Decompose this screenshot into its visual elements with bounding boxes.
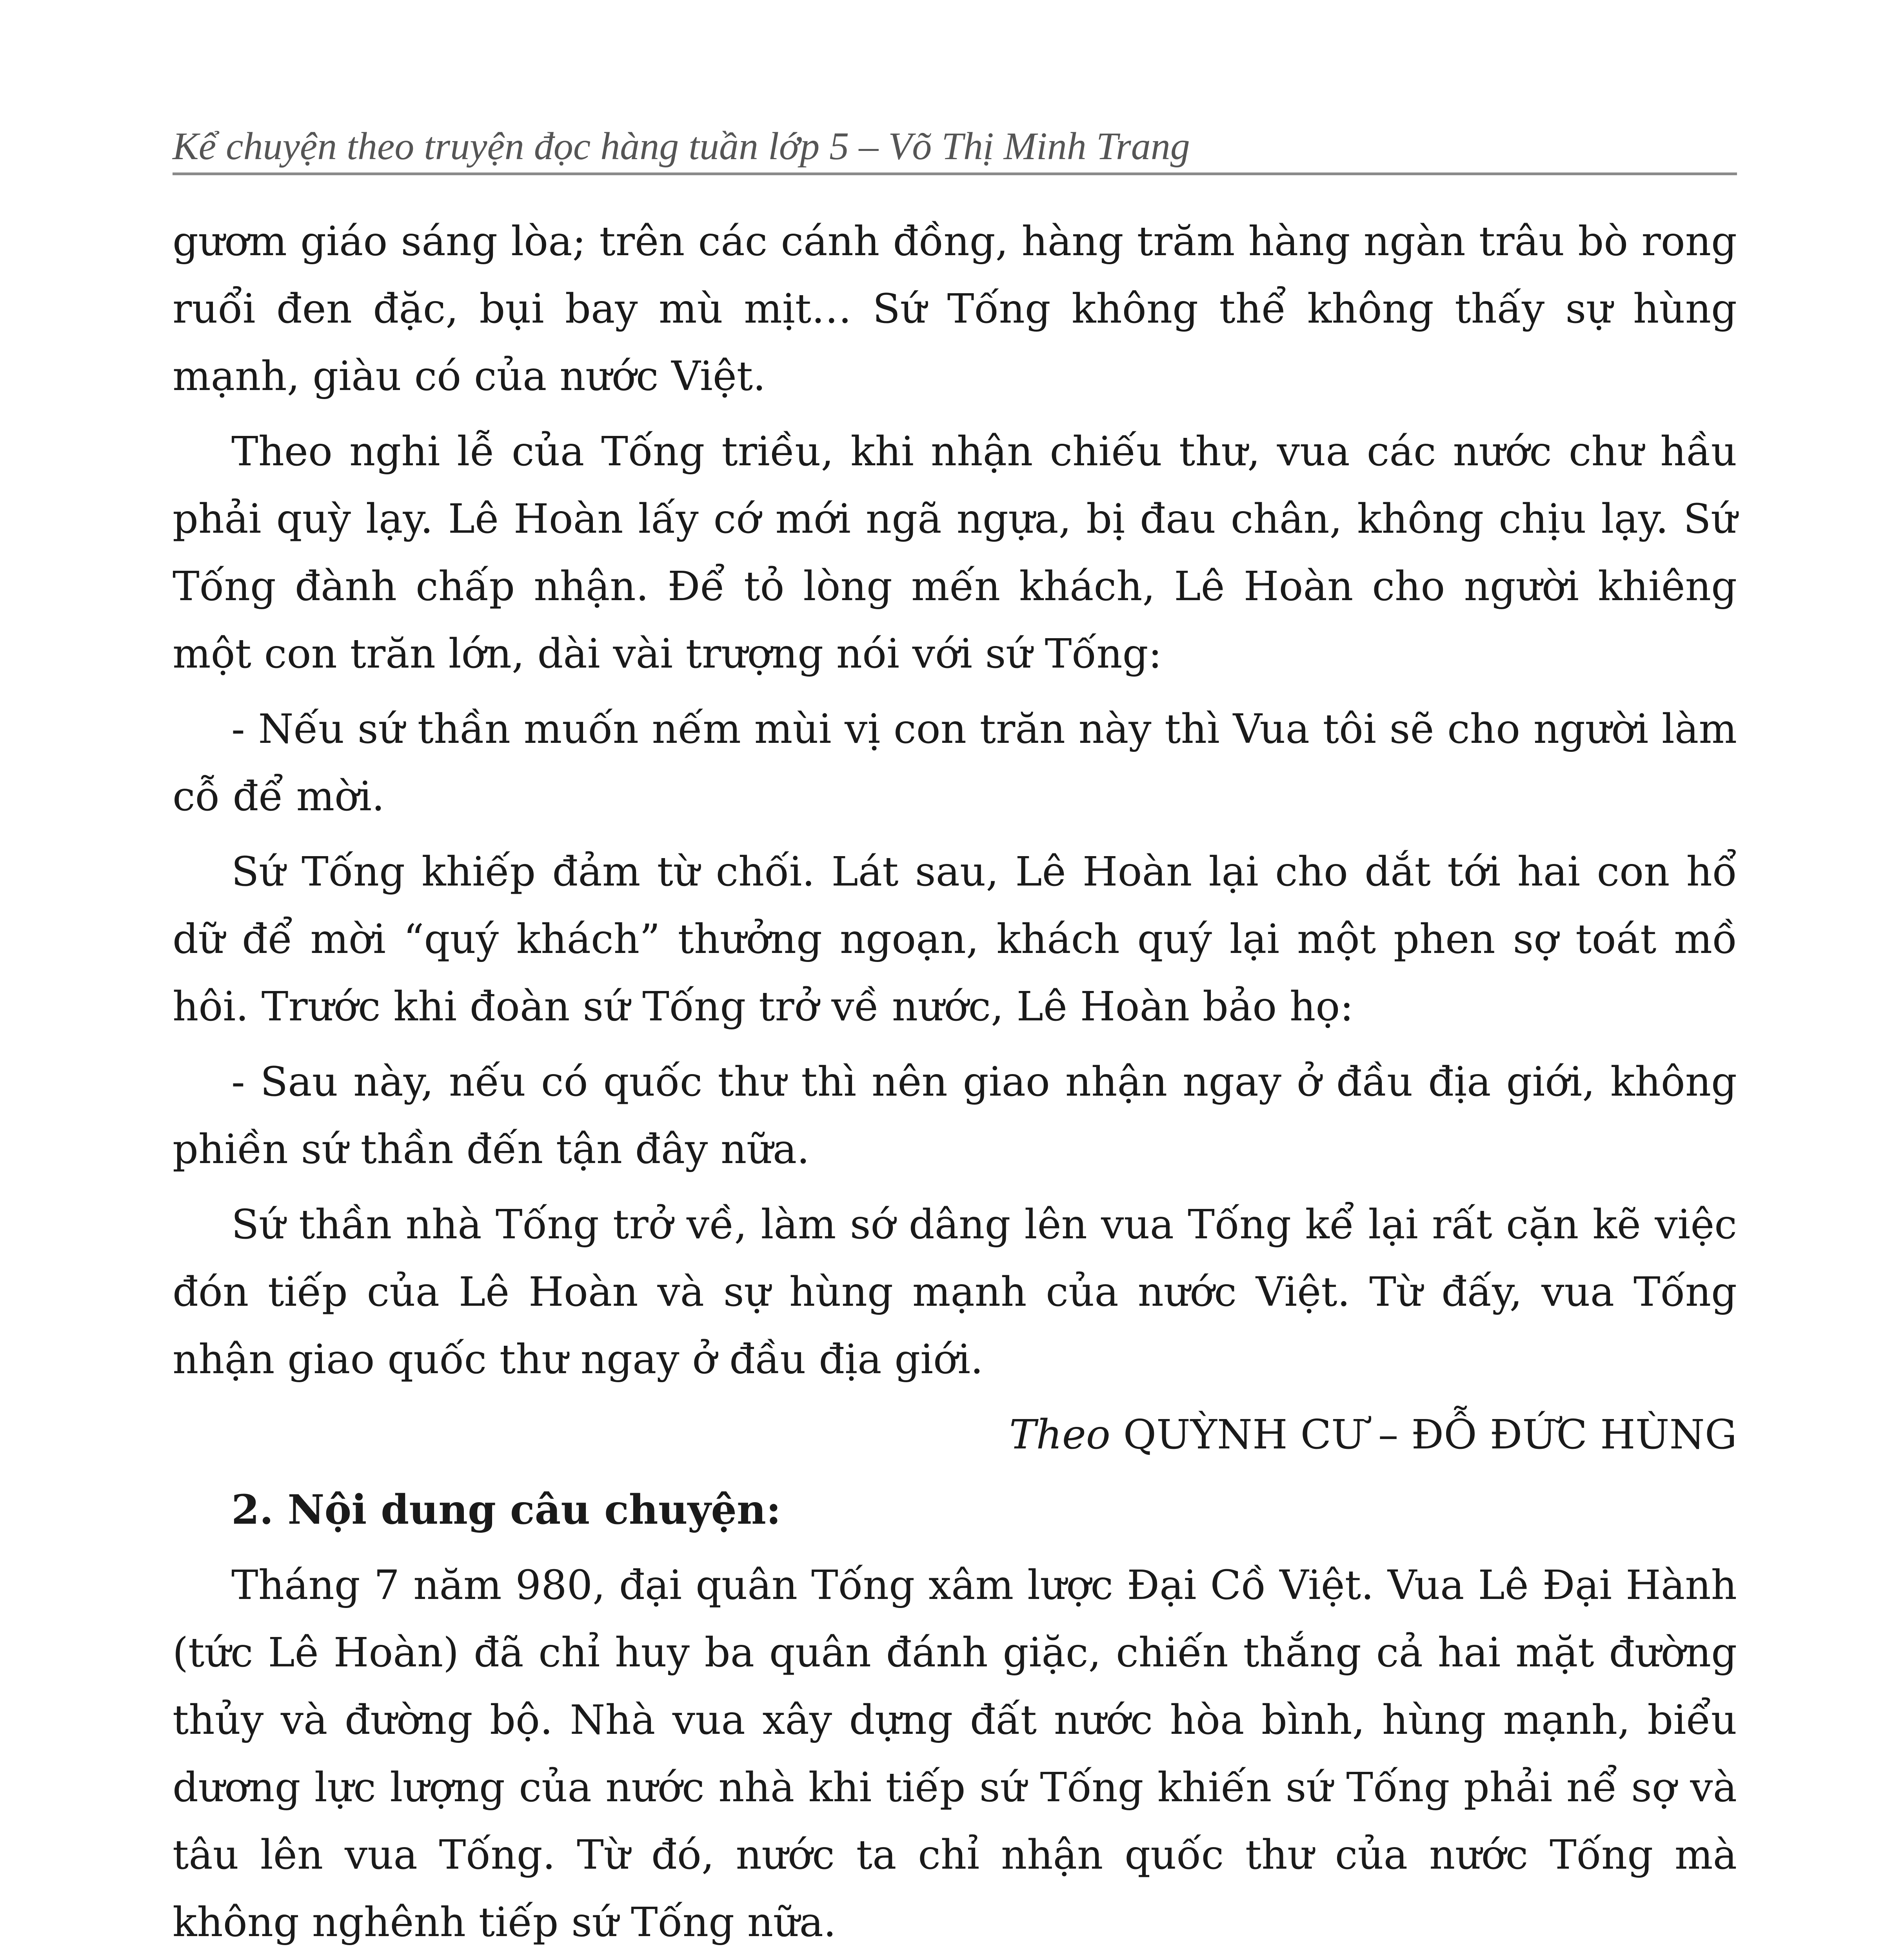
story-paragraph-6: Sứ thần nhà Tống trở về, làm sớ dâng lên vua Tống kể lại rất cặn kẽ việc đón tiếp của Lê Hoàn và sự hùng mạnh của nước Việt. Từ đấy, vua Tống nhận giao quốc thư ngay ở đầu địa giới. xyxy=(173,1201,1737,1383)
story-paragraph-3: - Nếu sứ thần muốn nếm mùi vị con trăn này thì Vua tôi sẽ cho người làm cỗ để mời. xyxy=(173,706,1737,820)
section-2-heading: 2. Nội dung câu chuyện: xyxy=(231,1486,781,1534)
story-paragraph-1: gươm giáo sáng lòa; trên các cánh đồng, hàng trăm hàng ngàn trâu bò rong ruổi đen đặc, bụi bay mù mịt… Sứ Tống không thể không thấy sự hùng mạnh, giàu có của nước Việt. xyxy=(173,218,1737,400)
story-paragraph-5: - Sau này, nếu có quốc thư thì nên giao nhận ngay ở đầu địa giới, không phiền sứ thần đến tận đây nữa. xyxy=(173,1058,1737,1173)
section-2-text: Tháng 7 năm 980, đại quân Tống xâm lược Đại Cồ Việt. Vua Lê Đại Hành (tức Lê Hoàn) đã chỉ huy ba quân đánh giặc, chiến thắng cả hai mặt đường thủy và đường bộ. Nhà vua xây dựng đất nước hòa bình, hùng mạnh, biểu dương lực lượng của nước nhà khi tiếp sứ Tống khiến sứ Tống phải nể sợ và tâu lên vua Tống. Từ đó, nước ta chỉ nhận quốc thư của nước Tống mà không nghênh tiếp sứ Tống nữa. xyxy=(173,1562,1737,1946)
attribution-author: QUỲNH CƯ – ĐỖ ĐỨC HÙNG xyxy=(1123,1411,1737,1458)
story-attribution xyxy=(173,1401,1737,1468)
attribution-prefix: Theo xyxy=(1009,1411,1110,1458)
page-header xyxy=(173,114,1737,175)
page-content xyxy=(173,208,1737,1960)
story-paragraph-2: Theo nghi lễ của Tống triều, khi nhận chiếu thư, vua các nước chư hầu phải quỳ lạy. Lê Hoàn lấy cớ mới ngã ngựa, bị đau chân, không chịu lạy. Sứ Tống đành chấp nhận. Để tỏ lòng mến khách, Lê Hoàn cho người khiêng một con trăn lớn, dài vài trượng nói với sứ Tống: xyxy=(173,428,1737,677)
header-title: Kể chuyện theo truyện đọc hàng tuần lớp 5 – Võ Thị Minh Trang xyxy=(173,124,1190,168)
story-paragraph-4: Sứ Tống khiếp đảm từ chối. Lát sau, Lê Hoàn lại cho dắt tới hai con hổ dữ để mời “quý khách” thưởng ngoạn, khách quý lại một phen sợ toát mồ hôi. Trước khi đoàn sứ Tống trở về nước, Lê Hoàn bảo họ: xyxy=(173,848,1737,1030)
